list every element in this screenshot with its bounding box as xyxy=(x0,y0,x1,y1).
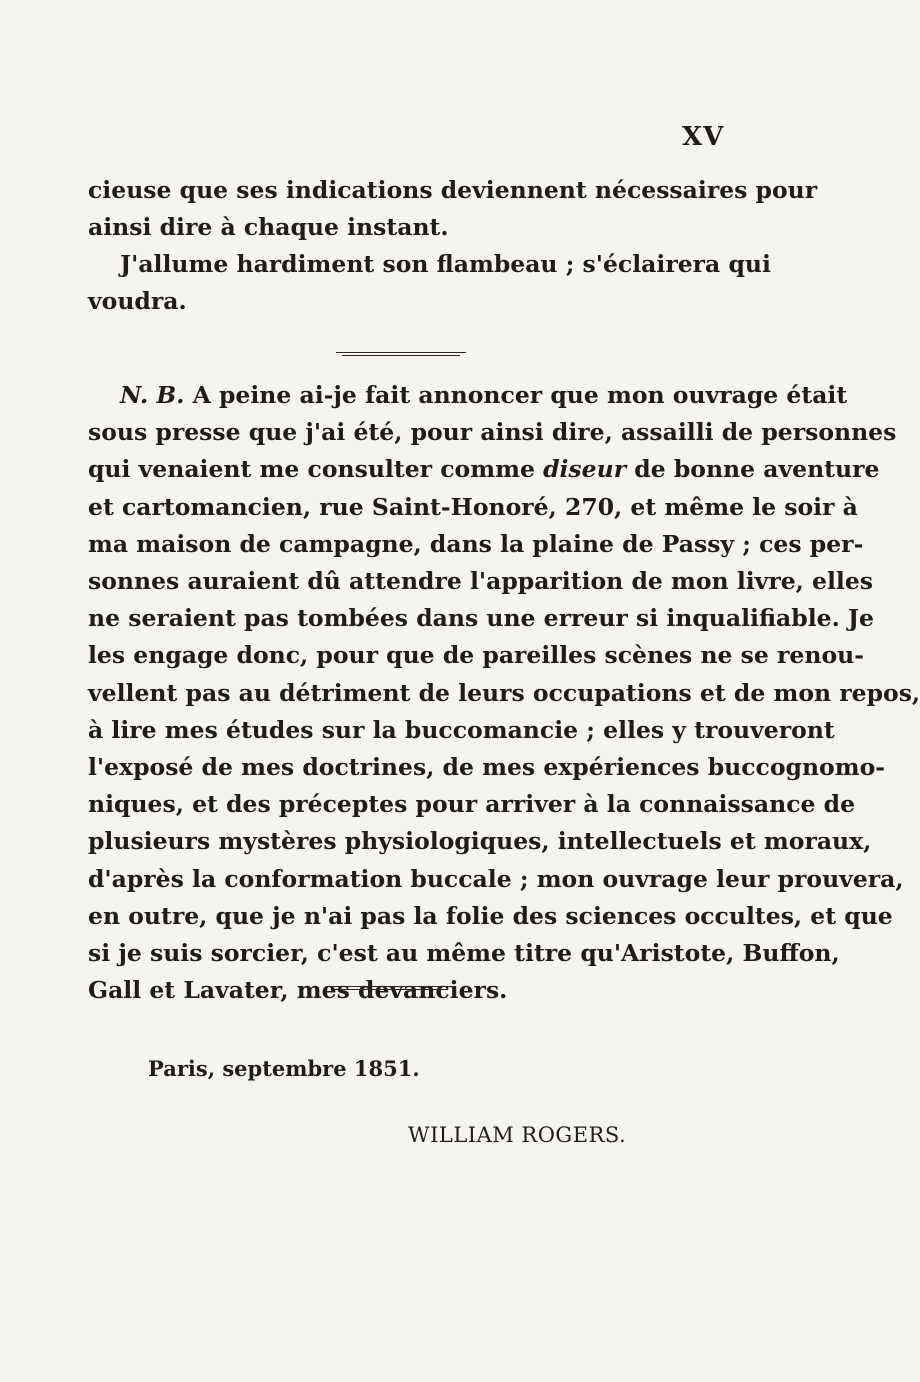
text-line: ne seraient pas tombées dans une erreur si inqualifiable. Je xyxy=(88,604,874,633)
text-line: à lire mes études sur la buccomancie ; elles y trouveront xyxy=(88,715,835,744)
text-line: ainsi dire à chaque instant. xyxy=(88,213,449,242)
section-divider xyxy=(336,352,466,353)
text-line: si je suis sorcier, c'est au même titre qu'Aristote, Buffon, xyxy=(88,939,840,968)
nb-paragraph xyxy=(88,377,920,1009)
text-line: ma maison de campagne, dans la plaine de Passy ; ces per- xyxy=(88,529,864,558)
text-line: qui venaient me consulter comme diseur de bonne aventure xyxy=(88,455,880,484)
nb-lead: N. B. xyxy=(120,381,185,409)
text-line: voudra. xyxy=(88,287,187,316)
text-line: en outre, que je n'ai pas la folie des sciences occultes, et que xyxy=(88,901,893,930)
text-line: niques, et des préceptes pour arriver à la connaissance de xyxy=(88,790,856,819)
text-line: J'allume hardiment son flambeau ; s'éclairera qui xyxy=(120,250,771,278)
text-line: cieuse que ses indications deviennent nécessaires pour xyxy=(88,176,818,204)
section-divider xyxy=(326,986,454,987)
text-line: vellent pas au détriment de leurs occupations et de mon repos, xyxy=(88,678,920,707)
page-number: XV xyxy=(682,122,725,152)
text-line: N. B. A peine ai-je fait annoncer que mon ouvrage était xyxy=(120,381,848,409)
text-line: plusieurs mystères physiologiques, intellectuels et moraux, xyxy=(88,827,872,856)
text-line: les engage donc, pour que de pareilles scènes ne se renou- xyxy=(88,641,864,670)
text-line: et cartomancien, rue Saint-Honoré, 270, et même le soir à xyxy=(88,492,858,521)
place-date: Paris, septembre 1851. xyxy=(148,1056,420,1081)
text-line: sous presse que j'ai été, pour ainsi dire, assailli de personnes xyxy=(88,418,897,447)
text-line: Gall et Lavater, mes devanciers. xyxy=(88,976,508,1005)
author-signature: WILLIAM ROGERS. xyxy=(408,1123,627,1147)
text-line: l'exposé de mes doctrines, de mes expériences buccognomo- xyxy=(88,753,886,782)
paragraph-2 xyxy=(88,246,771,320)
text-line: sonnes auraient dû attendre l'apparition de mon livre, elles xyxy=(88,567,874,596)
text-line: d'après la conformation buccale ; mon ouvrage leur prouvera, xyxy=(88,864,904,893)
paragraph-1 xyxy=(88,172,818,246)
